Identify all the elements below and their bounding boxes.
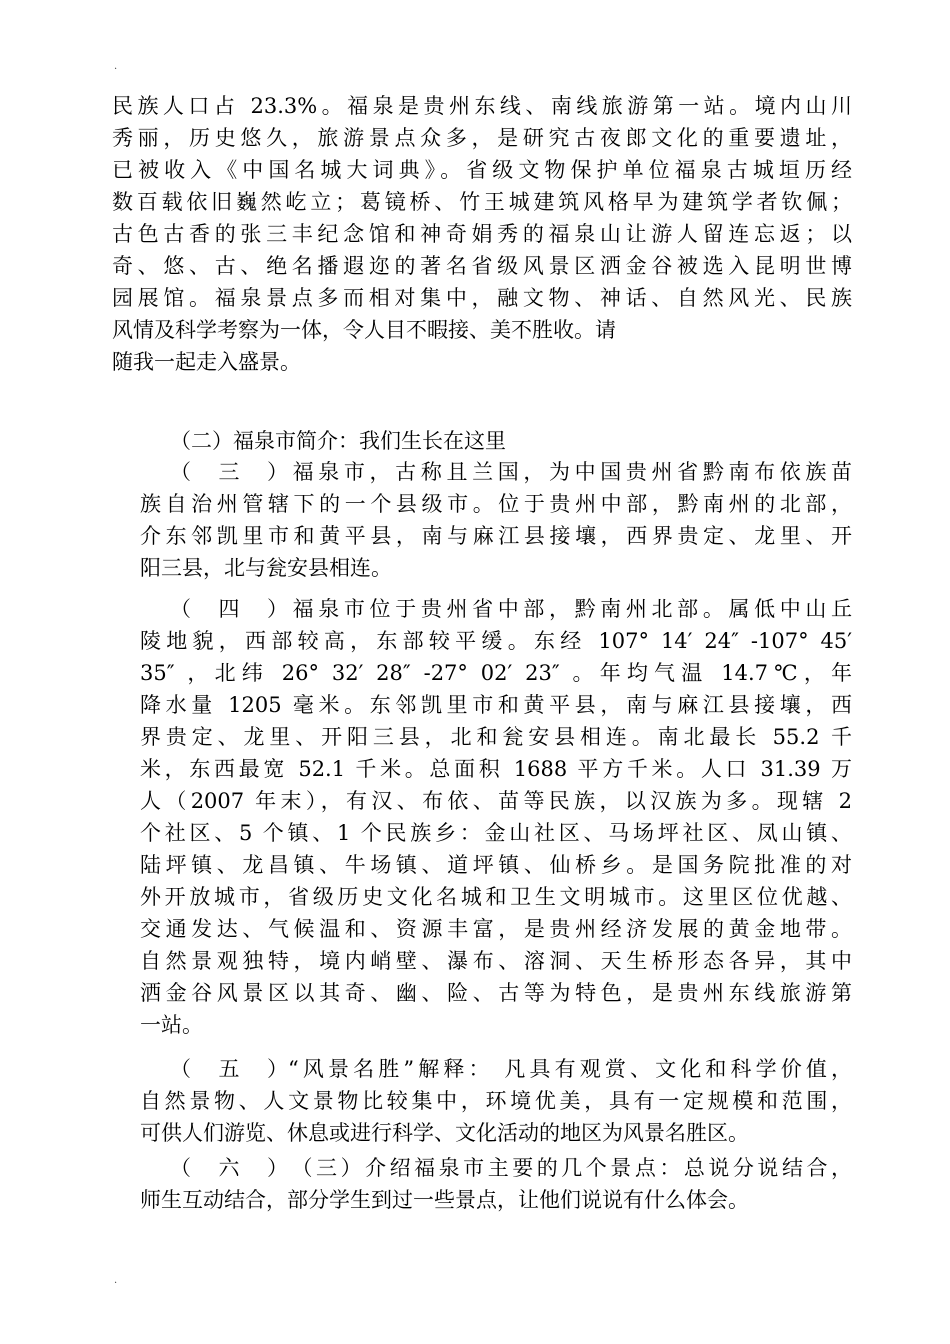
- para-line: 陆坪镇、龙昌镇、牛场镇、道坪镇、仙桥乡。是国务院批准的对: [140, 853, 852, 877]
- para-line: 外开放城市，省级历史文化名城和卫生文明城市。这里区位优越、: [140, 885, 852, 909]
- para-line: 交通发达、气候温和、资源丰富，是贵州经济发展的黄金地带。: [140, 917, 852, 941]
- para-line: [140, 1053, 852, 1085]
- para-line: 师生互动结合，部分学生到过一些景点，让他们说说有什么体会。: [140, 1188, 749, 1212]
- section-6-paragraph: [140, 1152, 852, 1216]
- section-number: （五）: [170, 1057, 288, 1081]
- para-text: （三）介绍福泉市主要的几个景点：总说分说结合，: [288, 1156, 852, 1180]
- para-text: 福泉市位于贵州省中部，黔南州北部。属低中山丘: [288, 597, 852, 621]
- para-line: 界贵定、龙里、开阳三县，北和瓮安县相连。南北最长 55.2 千: [140, 725, 852, 749]
- para-line: 自然景观独特，境内峭壁、瀑布、溶洞、天生桥形态各异，其中: [140, 949, 852, 973]
- intro-line: 园展馆。福泉景点多而相对集中，融文物、神话、自然风光、民族: [112, 286, 852, 310]
- para-line: 降水量 1205 毫米。东邻凯里市和黄平县，南与麻江县接壤，西: [140, 693, 852, 717]
- intro-line: 民族人口占 23.3%。福泉是贵州东线、南线旅游第一站。境内山川: [112, 94, 852, 118]
- intro-line: 风情及科学考察为一体，令人目不暇接、美不胜收。请: [112, 318, 616, 342]
- page-bottom-mark: .: [114, 1275, 118, 1286]
- para-line: [140, 1152, 852, 1184]
- para-line: 陵地貌，西部较高，东部较平缓。东经 107° 14′ 24″ -107° 45′: [140, 629, 852, 653]
- section-3-paragraph: [140, 456, 852, 584]
- para-line: 人（2007 年末），有汉、布依、苗等民族，以汉族为多。现辖 2: [140, 789, 852, 813]
- intro-line: 古色古香的张三丰纪念馆和神奇娟秀的福泉山让游人留连忘返；以: [112, 222, 852, 246]
- para-line: 自然景物、人文景物比较集中，环境优美，具有一定规模和范围，: [140, 1089, 852, 1113]
- intro-line: 随我一起走入盛景。: [112, 350, 301, 374]
- section-heading: （二）福泉市简介：我们生长在这里: [170, 429, 506, 453]
- intro-line: 奇、悠、古、绝名播遐迩的著名省级风景区洒金谷被选入昆明世博: [112, 254, 852, 278]
- para-line: 可供人们游览、休息或进行科学、文化活动的地区为风景名胜区。: [140, 1121, 749, 1145]
- section-number: （三）: [170, 460, 288, 484]
- section-number: （四）: [170, 597, 288, 621]
- intro-line: 已被收入《中国名城大词典》。省级文物保护单位福泉古城垣历经: [112, 158, 852, 182]
- section-5-paragraph: [140, 1053, 852, 1149]
- page-top-mark: .: [114, 61, 118, 72]
- para-line: 米，东西最宽 52.1 千米。总面积 1688 平方千米。人口 31.39 万: [140, 757, 852, 781]
- para-line: 介东邻凯里市和黄平县，南与麻江县接壤，西界贵定、龙里、开: [140, 524, 852, 548]
- para-text: 福泉市，古称且兰国，为中国贵州省黔南布依族苗: [288, 460, 852, 484]
- para-line: [140, 456, 852, 488]
- para-line: 族自治州管辖下的一个县级市。位于贵州中部，黔南州的北部，: [140, 492, 852, 516]
- intro-paragraph: [112, 90, 852, 378]
- para-line: 35″ ，北纬 26° 32′ 28″ -27° 02′ 23″ 。年均气温 14.7℃，年: [140, 661, 852, 685]
- para-line: 阳三县，北与瓮安县相连。: [140, 556, 392, 580]
- intro-line: 数百载依旧巍然屹立；葛镜桥、竹王城建筑风格早为建筑学者钦佩；: [112, 190, 852, 214]
- para-line: 洒金谷风景区以其奇、幽、险、古等为特色，是贵州东线旅游第: [140, 981, 852, 1005]
- intro-line: 秀丽，历史悠久，旅游景点众多，是研究古夜郎文化的重要遗址，: [112, 126, 852, 150]
- para-text: “风景名胜”解释： 凡具有观赏、文化和科学价值，: [288, 1057, 852, 1081]
- para-line: [140, 593, 852, 625]
- section-4-paragraph: [140, 593, 852, 1041]
- para-line: 个社区、5 个镇、1 个民族乡：金山社区、马场坪社区、凤山镇、: [140, 821, 852, 845]
- section-number: （六）: [170, 1156, 288, 1180]
- para-line: 一站。: [140, 1013, 203, 1037]
